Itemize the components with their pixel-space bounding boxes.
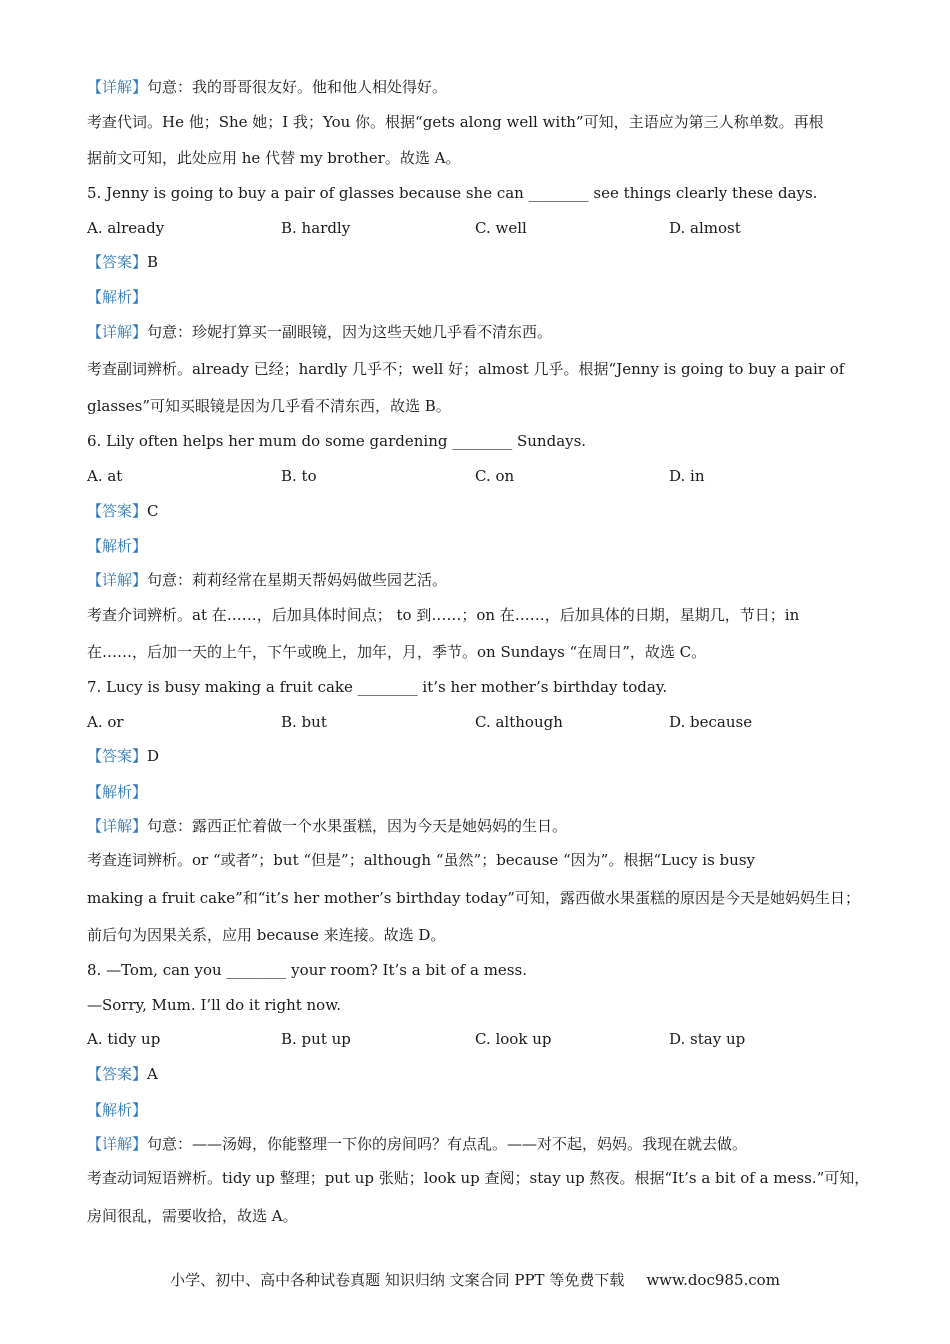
- detail-tag: 【详解】: [87, 323, 148, 341]
- explanation-line: 据前文可知，此处应用 he 代替 my brother。故选 A。: [87, 149, 461, 167]
- q5-answer: 【答案】B: [87, 253, 159, 271]
- q6-option-b: B. to: [281, 467, 317, 485]
- q7-detail-line: making a fruit cake”和“it’s her mother’s birthday today”可知，露西做水果蛋糕的原因是今天是她妈妈生日；: [87, 889, 860, 907]
- question-6: 6. Lily often helps her mum do some gardening ________ Sundays.: [87, 432, 587, 450]
- q5-detail: 【详解】句意：珍妮打算买一副眼镜，因为这些天她几乎看不清东西。: [87, 323, 553, 341]
- q6-option-a: A. at: [87, 467, 123, 485]
- q6-analysis-tag: 【解析】: [87, 537, 148, 555]
- q6-detail-line: 考查介词辨析。at 在……，后加具体时间点； to 到……；on 在……，后加具体的日期，星期几，节日；in: [87, 606, 800, 624]
- q8-detail: 【详解】句意：——汤姆，你能整理一下你的房间吗？有点乱。——对不起，妈妈。我现在就去做。: [87, 1135, 748, 1153]
- detail-tag: 【详解】: [87, 1135, 148, 1153]
- q5-analysis-tag: 【解析】: [87, 288, 148, 306]
- question-8-response: —Sorry, Mum. I’ll do it right now.: [87, 996, 342, 1014]
- q5-option-d: D. almost: [669, 219, 741, 237]
- answer-tag: 【答案】: [87, 253, 148, 271]
- q6-option-d: D. in: [669, 467, 705, 485]
- answer-tag: 【答案】: [87, 747, 148, 765]
- q7-option-b: B. but: [281, 713, 327, 731]
- q7-answer: 【答案】D: [87, 747, 160, 765]
- footer-link[interactable]: www.doc985.com: [646, 1271, 780, 1289]
- q6-detail: 【详解】句意：莉莉经常在星期天帮妈妈做些园艺活。: [87, 571, 448, 589]
- q8-option-a: A. tidy up: [87, 1030, 161, 1048]
- q5-option-b: B. hardly: [281, 219, 351, 237]
- q7-option-c: C. although: [475, 713, 563, 731]
- footer-text: 小学、初中、高中各种试卷真题 知识归纳 文案合同 PPT 等免费下载: [170, 1271, 625, 1289]
- q7-detail-line: 前后句为因果关系，应用 because 来连接。故选 D。: [87, 926, 446, 944]
- q6-detail-line: 在……，后加一天的上午，下午或晚上，加年，月，季节。on Sundays “在周日”，故选 C。: [87, 643, 707, 661]
- detail-tag: 【详解】: [87, 817, 148, 835]
- detail-tag: 【详解】: [87, 78, 148, 96]
- q7-option-d: D. because: [669, 713, 753, 731]
- q7-option-a: A. or: [87, 713, 124, 731]
- answer-tag: 【答案】: [87, 502, 148, 520]
- detail-tag: 【详解】: [87, 571, 148, 589]
- q5-option-c: C. well: [475, 219, 527, 237]
- q6-option-c: C. on: [475, 467, 515, 485]
- q5-option-a: A. already: [87, 219, 165, 237]
- q7-detail-line: 考查连词辨析。or “或者”；but “但是”；although “虽然”；because “因为”。根据“Lucy is busy: [87, 851, 755, 869]
- q8-detail-line: 考查动词短语辨析。tidy up 整理；put up 张贴；look up 查阅；stay up 熬夜。根据“It’s a bit of a mess.”可知，: [87, 1169, 870, 1187]
- question-7: 7. Lucy is busy making a fruit cake ________ it’s her mother’s birthday today.: [87, 678, 668, 696]
- question-8: 8. —Tom, can you ________ your room? It’s a bit of a mess.: [87, 961, 527, 979]
- q7-analysis-tag: 【解析】: [87, 783, 148, 801]
- q7-detail: 【详解】句意：露西正忙着做一个水果蛋糕，因为今天是她妈妈的生日。: [87, 817, 568, 835]
- q6-answer: 【答案】C: [87, 502, 159, 520]
- q8-detail-line: 房间很乱，需要收拾，故选 A。: [87, 1207, 298, 1225]
- q5-detail-line: glasses”可知买眼镜是因为几乎看不清东西，故选 B。: [87, 397, 451, 415]
- page-footer: [0, 1270, 950, 1290]
- q5-detail-line: 考查副词辨析。already 已经；hardly 几乎不；well 好；almost 几乎。根据“Jenny is going to buy a pair of: [87, 360, 845, 378]
- q8-answer: 【答案】A: [87, 1065, 158, 1083]
- explanation-line: 【详解】句意：我的哥哥很友好。他和他人相处得好。: [87, 78, 448, 96]
- question-5: 5. Jenny is going to buy a pair of glasses because she can ________ see things clearly these days.: [87, 184, 818, 202]
- answer-tag: 【答案】: [87, 1065, 148, 1083]
- q8-option-c: C. look up: [475, 1030, 552, 1048]
- q8-option-b: B. put up: [281, 1030, 351, 1048]
- q8-analysis-tag: 【解析】: [87, 1101, 148, 1119]
- explanation-line: 考查代词。He 他；She 她；I 我；You 你。根据“gets along well with”可知，主语应为第三人称单数。再根: [87, 113, 824, 131]
- q8-option-d: D. stay up: [669, 1030, 746, 1048]
